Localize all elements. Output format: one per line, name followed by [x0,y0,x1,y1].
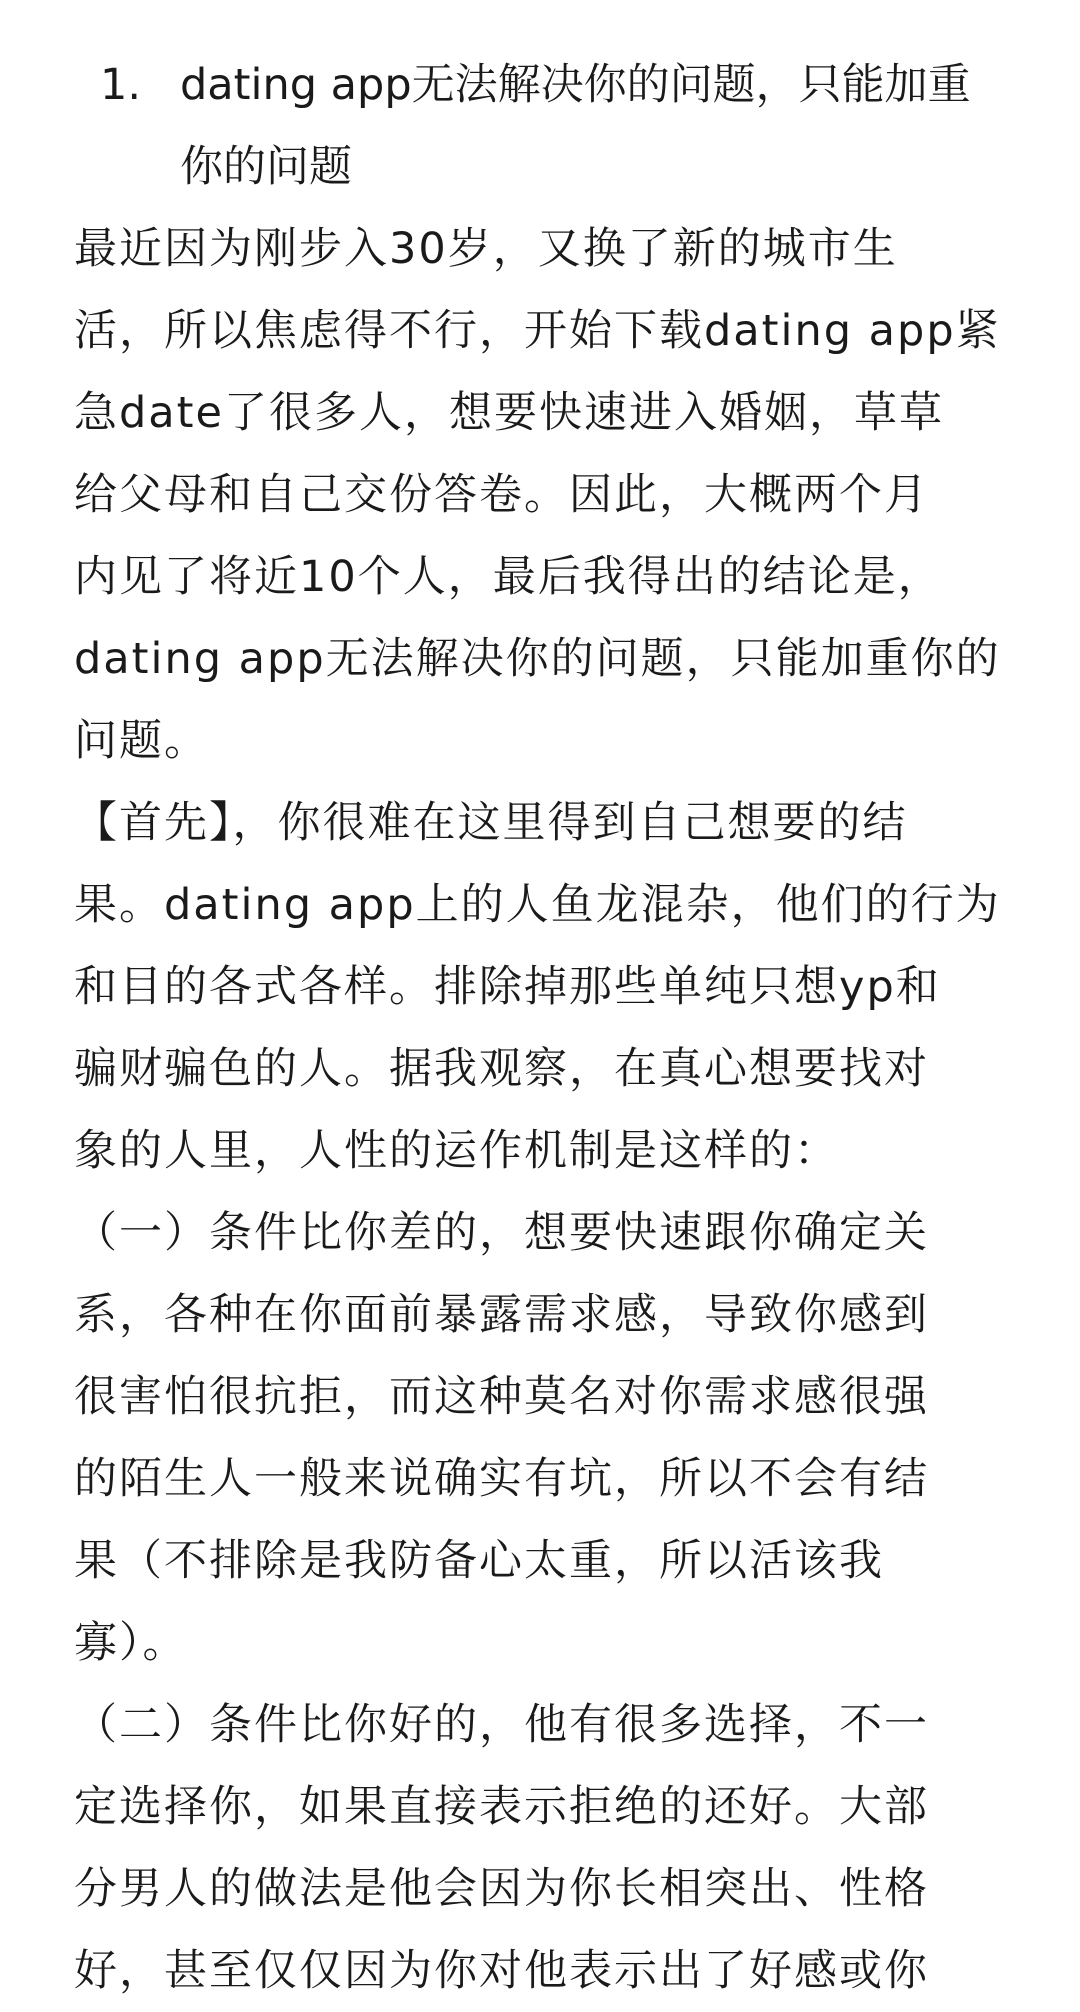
paragraph-line: dating app无法解决你的问题，只能加重你的 [74,634,1001,684]
paragraph-line: 急date了很多人，想要快速进入婚姻，草草 [74,388,944,438]
paragraph-point-two [74,1684,1034,2012]
paragraph-line: 的陌生人一般来说确实有坑，所以不会有结 [74,1454,929,1504]
paragraph-line: 最近因为刚步入30岁，又换了新的城市生 [74,224,898,274]
paragraph-line: （一）条件比你差的，想要快速跟你确定关 [74,1208,929,1258]
paragraph-line: 骗财骗色的人。据我观察，在真心想要找对 [74,1044,929,1094]
paragraph-line: 问题。 [74,716,209,766]
paragraph-line: 分男人的做法是他会因为你长相突出、性格 [74,1864,929,1914]
paragraph-line: 果。dating app上的人鱼龙混杂，他们的行为 [74,880,1001,930]
paragraph-line: 好，甚至仅仅因为你对他表示出了好感或你 [74,1946,929,1996]
section-heading [100,44,1034,208]
heading-line: dating app无法解决你的问题，只能加重 [180,60,971,110]
paragraph-line: 活，所以焦虑得不行，开始下载dating app紧 [74,306,1001,356]
document-body [74,44,1034,2012]
heading-line: 你的问题 [180,142,352,192]
paragraph-line: 内见了将近10个人，最后我得出的结论是， [74,552,943,602]
paragraph-line: 定选择你，如果直接表示拒绝的还好。大部 [74,1782,929,1832]
heading-number: 1. [100,60,142,110]
heading-text [180,44,1034,208]
paragraph-line: 和目的各式各样。排除掉那些单纯只想yp和 [74,962,941,1012]
paragraph-line: 【首先】，你很难在这里得到自己想要的结 [74,798,908,848]
paragraph-line: 果（不排除是我防备心太重，所以活该我 [74,1536,884,1586]
paragraph-intro [74,208,1034,782]
paragraph-first [74,782,1034,1192]
paragraph-line: 寡）。 [74,1618,188,1668]
paragraph-line: 很害怕很抗拒，而这种莫名对你需求感很强 [74,1372,929,1422]
paragraph-line: 系，各种在你面前暴露需求感，导致你感到 [74,1290,929,1340]
paragraph-line: 象的人里，人性的运作机制是这样的： [74,1126,839,1176]
paragraph-line: 给父母和自己交份答卷。因此，大概两个月 [74,470,929,520]
paragraph-point-one [74,1192,1034,1684]
paragraph-line: （二）条件比你好的，他有很多选择，不一 [74,1700,929,1750]
